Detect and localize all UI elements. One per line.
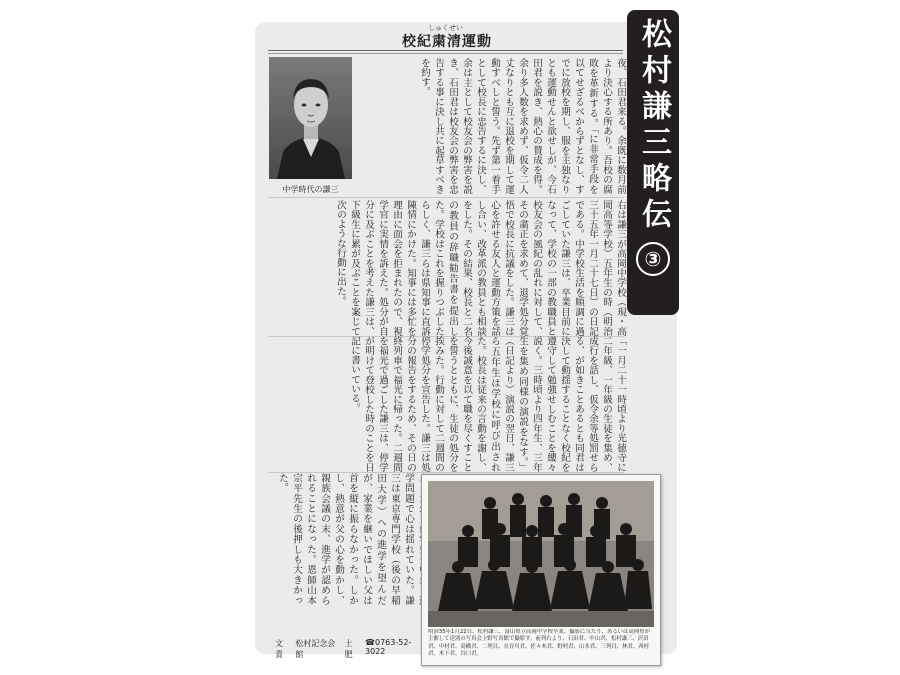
article-title: 校紀粛清運動	[402, 34, 492, 50]
title-rule-secondary	[268, 53, 623, 54]
group-photo	[421, 474, 661, 666]
column-divider	[268, 197, 624, 198]
series-title: 松村謙三略伝	[636, 18, 671, 234]
portrait-illustration	[269, 57, 352, 179]
article-text-col3: 「一月二十一時頃より光徳寺に二年級、一年級の生徒を集め、成行を話し、仮令余等処罰せらる、が如きことあるとも同君は決して動揺することなく校紀を遵守して勉強せしむことを縷々説く。三時頃より四年生、三年生を集め同様の演説をなす。」（日記より）演説の翌日、謙三ら五年生は学校に呼び出された。校長は従来の言動を謝し、今後誠意を以て職を尽くすことを誓うとともに、生徒の処分を挨みた。行動に対して二週間の停学処分を宣告した。謙三は処分の報告をするため、その日の終列車で福光に帰った。二週間を福光で過ごした謙三は、停学が明けて登校した時のことを日記に書いている。	[349, 336, 626, 472]
footer-source-label: 文責	[275, 639, 283, 659]
portrait-caption: 中学時代の謙三	[282, 185, 339, 194]
series-banner	[627, 10, 679, 315]
group-photo-illustration	[428, 481, 654, 627]
portrait-photo	[269, 57, 352, 179]
footer-person: 土肥	[344, 639, 353, 659]
footer	[275, 638, 425, 660]
title-ruby: しゅくせい	[428, 24, 463, 32]
article-text-col2: 右は謙三が高岡中学校（現・高岡高等学校）五年生の時（明治三十五年一月二十七日）の日記である。中学校生活を順調に過ごしていた謙三は、卒業目前になって、学校の一部の教職員と校友会の風紀の乱れに対して、その粛正を求めて、退学処分覚悟で校長に抗議をした。謙三は心を許せる友人と運動方策を話し合い、改革派の教員とも相談をした。その結果、校長と二名の教員の辞職勧告書を提出した。学校はこれを握りつぶしたらしく、謙三らは県知事に直訴陳情にかけた。知事には多忙を理由に面会を拒まれたので、視学官に実情を訴えた。処分が自分に及ぶことを考えた謙三は、下級生に累が及ぶことを案じて次のような行動に出た。	[335, 200, 626, 336]
article-text-col5: 学問題で心は揺れていた。謙三は東京専門学校（後の早稲田大学）への進学を望んだが、家業を継いでほしい父は首を縦に振らなかった。しかし、熱意が父の心を動かし、親族会議の末、進学が認められることになった。恩師山本宗平先生の後押しも大きかった。	[277, 473, 414, 605]
title-rule	[268, 50, 623, 51]
group-photo-caption: 明治35年1月22日、松村謙三、富山県立高岡中学校卒業、撮影に当たり、あるいは高岡県が主催して送別の写真会上野写真館で撮影す。前列右より、石田君、中山君、松村謙三、沢田君、中村君、高橋君、二列目、長谷川君、佐々木君、野村君、山本君、三列目、林君、西村君、木下君、谷口君。	[428, 629, 650, 658]
article-text-col1: 夜、石田君来る。余既に数月前より決心する所あり。吾校の腐敗を革新する。「に非常手段を以てせざるべからずとなし、すでに放校を期し、服を主独なりとも運動せんと欲せしが、今石田君を説き、熱心の賛成を得。余り多人数を求めず、仮令二人丈なりとも互に退校を期して運動すべしと誓う。先ず第一着手として校長に忠告するに決し、余は主として校友会の弊害を説き、石田君は校友会の弊害を忠告する事に決し共に起草すべきを約す。	[419, 58, 626, 194]
footer-phone: ☎0763-52-3022	[365, 638, 412, 656]
series-number: ③	[636, 242, 670, 276]
group-photo-image	[428, 481, 654, 627]
footer-museum: 松村記念会館	[295, 639, 336, 659]
